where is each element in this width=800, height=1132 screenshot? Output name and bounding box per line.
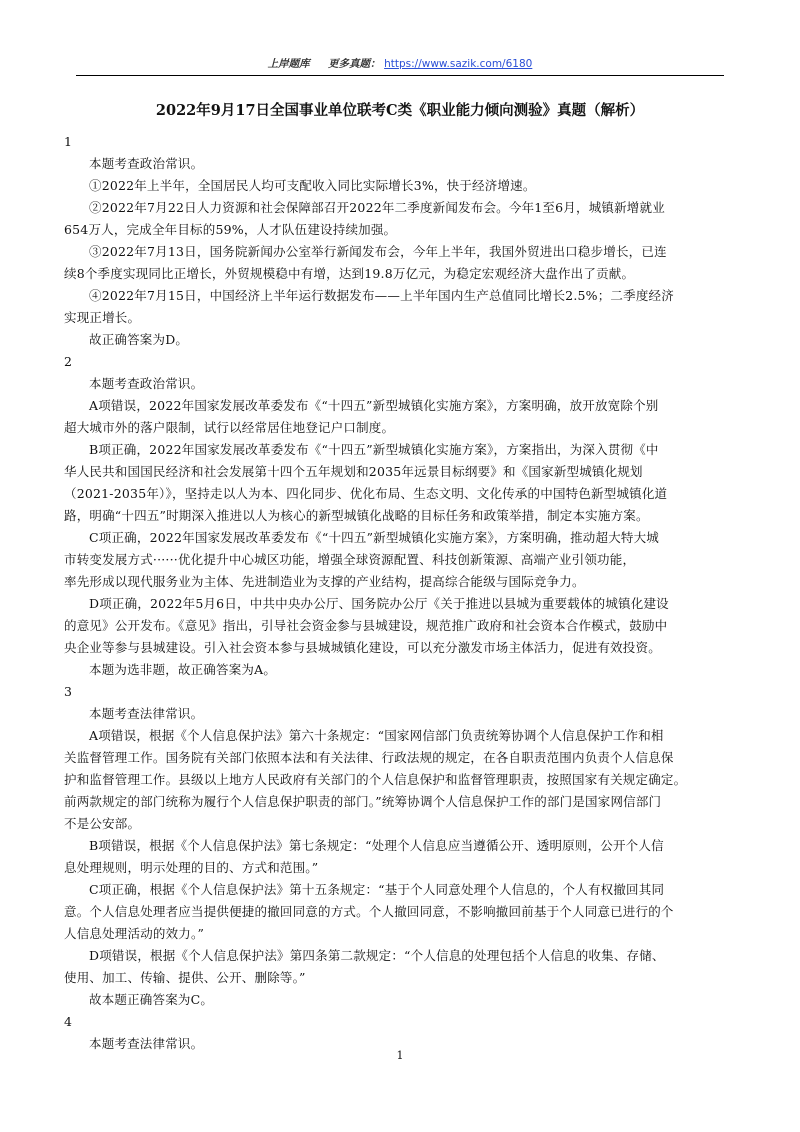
text-line: 意。个人信息处理者应当提供便捷的撤回同意的方式。个人撤回同意，不影响撤回前基于个人同意已进行的个 [64,904,674,919]
text-line: 本题考查法律常识。 [89,706,204,721]
text-line: 本题考查政治常识。 [89,156,204,171]
header-divider [76,75,724,76]
document-body [64,131,736,1055]
text-line: D项正确，2022年5月6日，中共中央办公厅、国务院办公厅《关于推进以县城为重要载体的城镇化建设 [89,596,669,611]
text-line: A项错误，2022年国家发展改革委发布《“十四五”新型城镇化实施方案》，方案明确，放开放宽除个别 [89,398,659,413]
text-line: 关监督管理工作。国务院有关部门依照本法和有关法律、行政法规的规定，在各自职责范围内负责个人信息保 [64,750,674,765]
more-label: 更多真题： [327,58,381,70]
text-line: B项错误，根据《个人信息保护法》第七条规定：“处理个人信息应当遵循公开、透明原则，公开个人信 [89,838,664,853]
text-line: C项正确，2022年国家发展改革委发布《“十四五”新型城镇化实施方案》，方案明确，推动超大特大城 [89,530,660,545]
text-line: 续8个季度实现同比正增长，外贸规模稳中有增，达到19.8万亿元，为稳定宏观经济大盘作出了贡献。 [64,266,635,281]
text-line: 超大城市外的落户限制，试行以经常居住地登记户口制度。 [64,420,395,435]
text-line: 护和监督管理工作。县级以上地方人民政府有关部门的个人信息保护和监督管理职责，按照国家有关规定确定。 [64,772,687,787]
text-line: 人信息处理活动的效力。” [64,926,205,941]
text-line: ③2022年7月13日，国务院新闻办公室举行新闻发布会，今年上半年，我国外贸进出口稳步增长，已连 [89,244,667,259]
text-line: 不是公安部。 [64,816,141,831]
text-line: C项正确，根据《个人信息保护法》第十五条规定：“基于个人同意处理个人信息的，个人有权撤回其同 [89,882,665,897]
text-line: ①2022年上半年，全国居民人均可支配收入同比实际增长3%，快于经济增速。 [89,178,536,193]
text-line: ④2022年7月15日，中国经济上半年运行数据发布——上半年国内生产总值同比增长2.5%；二季度经济 [89,288,674,303]
page-title: 2022年9月17日全国事业单位联考C类《职业能力倾向测验》真题（解析） [155,102,645,119]
text-line: 4 [64,1014,73,1029]
text-line: ②2022年7月22日人力资源和社会保障部召开2022年二季度新闻发布会。今年1至6月，城镇新增就业 [89,200,665,215]
site-link[interactable]: https://www.sazik.com/6180 [384,58,533,70]
text-line: 央企业等参与县城建设。引入社会资本参与县城城镇化建设，可以充分激发市场主体活力，促进有效投资。 [64,640,661,655]
text-line: 华人民共和国国民经济和社会发展第十四个五年规划和2035年远景目标纲要》和《国家新型城镇化规划 [64,464,643,479]
text-line: 息处理规则，明示处理的目的、方式和范围。” [64,860,319,875]
text-line: A项错误，根据《个人信息保护法》第六十条规定：“国家网信部门负责统筹协调个人信息保护工作和相 [89,728,664,743]
text-line: 2 [64,354,73,369]
text-line: 路，明确“十四五”时期深入推进以人为核心的新型城镇化战略的目标任务和政策举措，制定本实施方案。 [64,508,649,523]
text-line: 故正确答案为D。 [89,332,189,347]
text-line: 率先形成以现代服务业为主体、先进制造业为支撑的产业结构，提高综合能级与国际竞争力。 [64,574,585,589]
text-line: 本题为选非题，故正确答案为A。 [89,662,277,677]
text-line: 市转变发展方式······优化提升中心城区功能，增强全球资源配置、科技创新策源、高端产业引领功能， [64,552,636,567]
text-line: 前两款规定的部门统称为履行个人信息保护职责的部门。”统筹协调个人信息保护工作的部门是国家网信部门 [64,794,662,809]
site-name: 上岸题库 [267,58,310,70]
text-line: 使用、加工、传输、提供、公开、删除等。” [64,970,306,985]
page-number: 1 [396,1049,404,1062]
text-line: 3 [64,684,73,699]
text-line: 本题考查政治常识。 [89,376,204,391]
text-line: 654万人，完成全年目标的59%，人才队伍建设持续加强。 [64,222,397,237]
text-line: D项错误，根据《个人信息保护法》第四条第二款规定：“个人信息的处理包括个人信息的收集、存储、 [89,948,665,963]
text-line: （2021-2035年）》，坚持走以人为本、四化同步、优化布局、生态文明、文化传承的中国特色新型城镇化道 [64,486,668,501]
text-line: 的意见》公开发布。《意见》指出，引导社会资金参与县城建设，规范推广政府和社会资本合作模式，鼓励中 [64,618,668,633]
text-line: 故本题正确答案为C。 [89,992,214,1007]
text-line: 实现正增长。 [64,310,141,325]
text-line: 1 [64,134,73,149]
page-header [0,56,800,71]
text-line: 本题考查法律常识。 [89,1036,204,1051]
text-line: B项正确，2022年国家发展改革委发布《“十四五”新型城镇化实施方案》，方案指出，为深入贯彻《中 [89,442,659,457]
